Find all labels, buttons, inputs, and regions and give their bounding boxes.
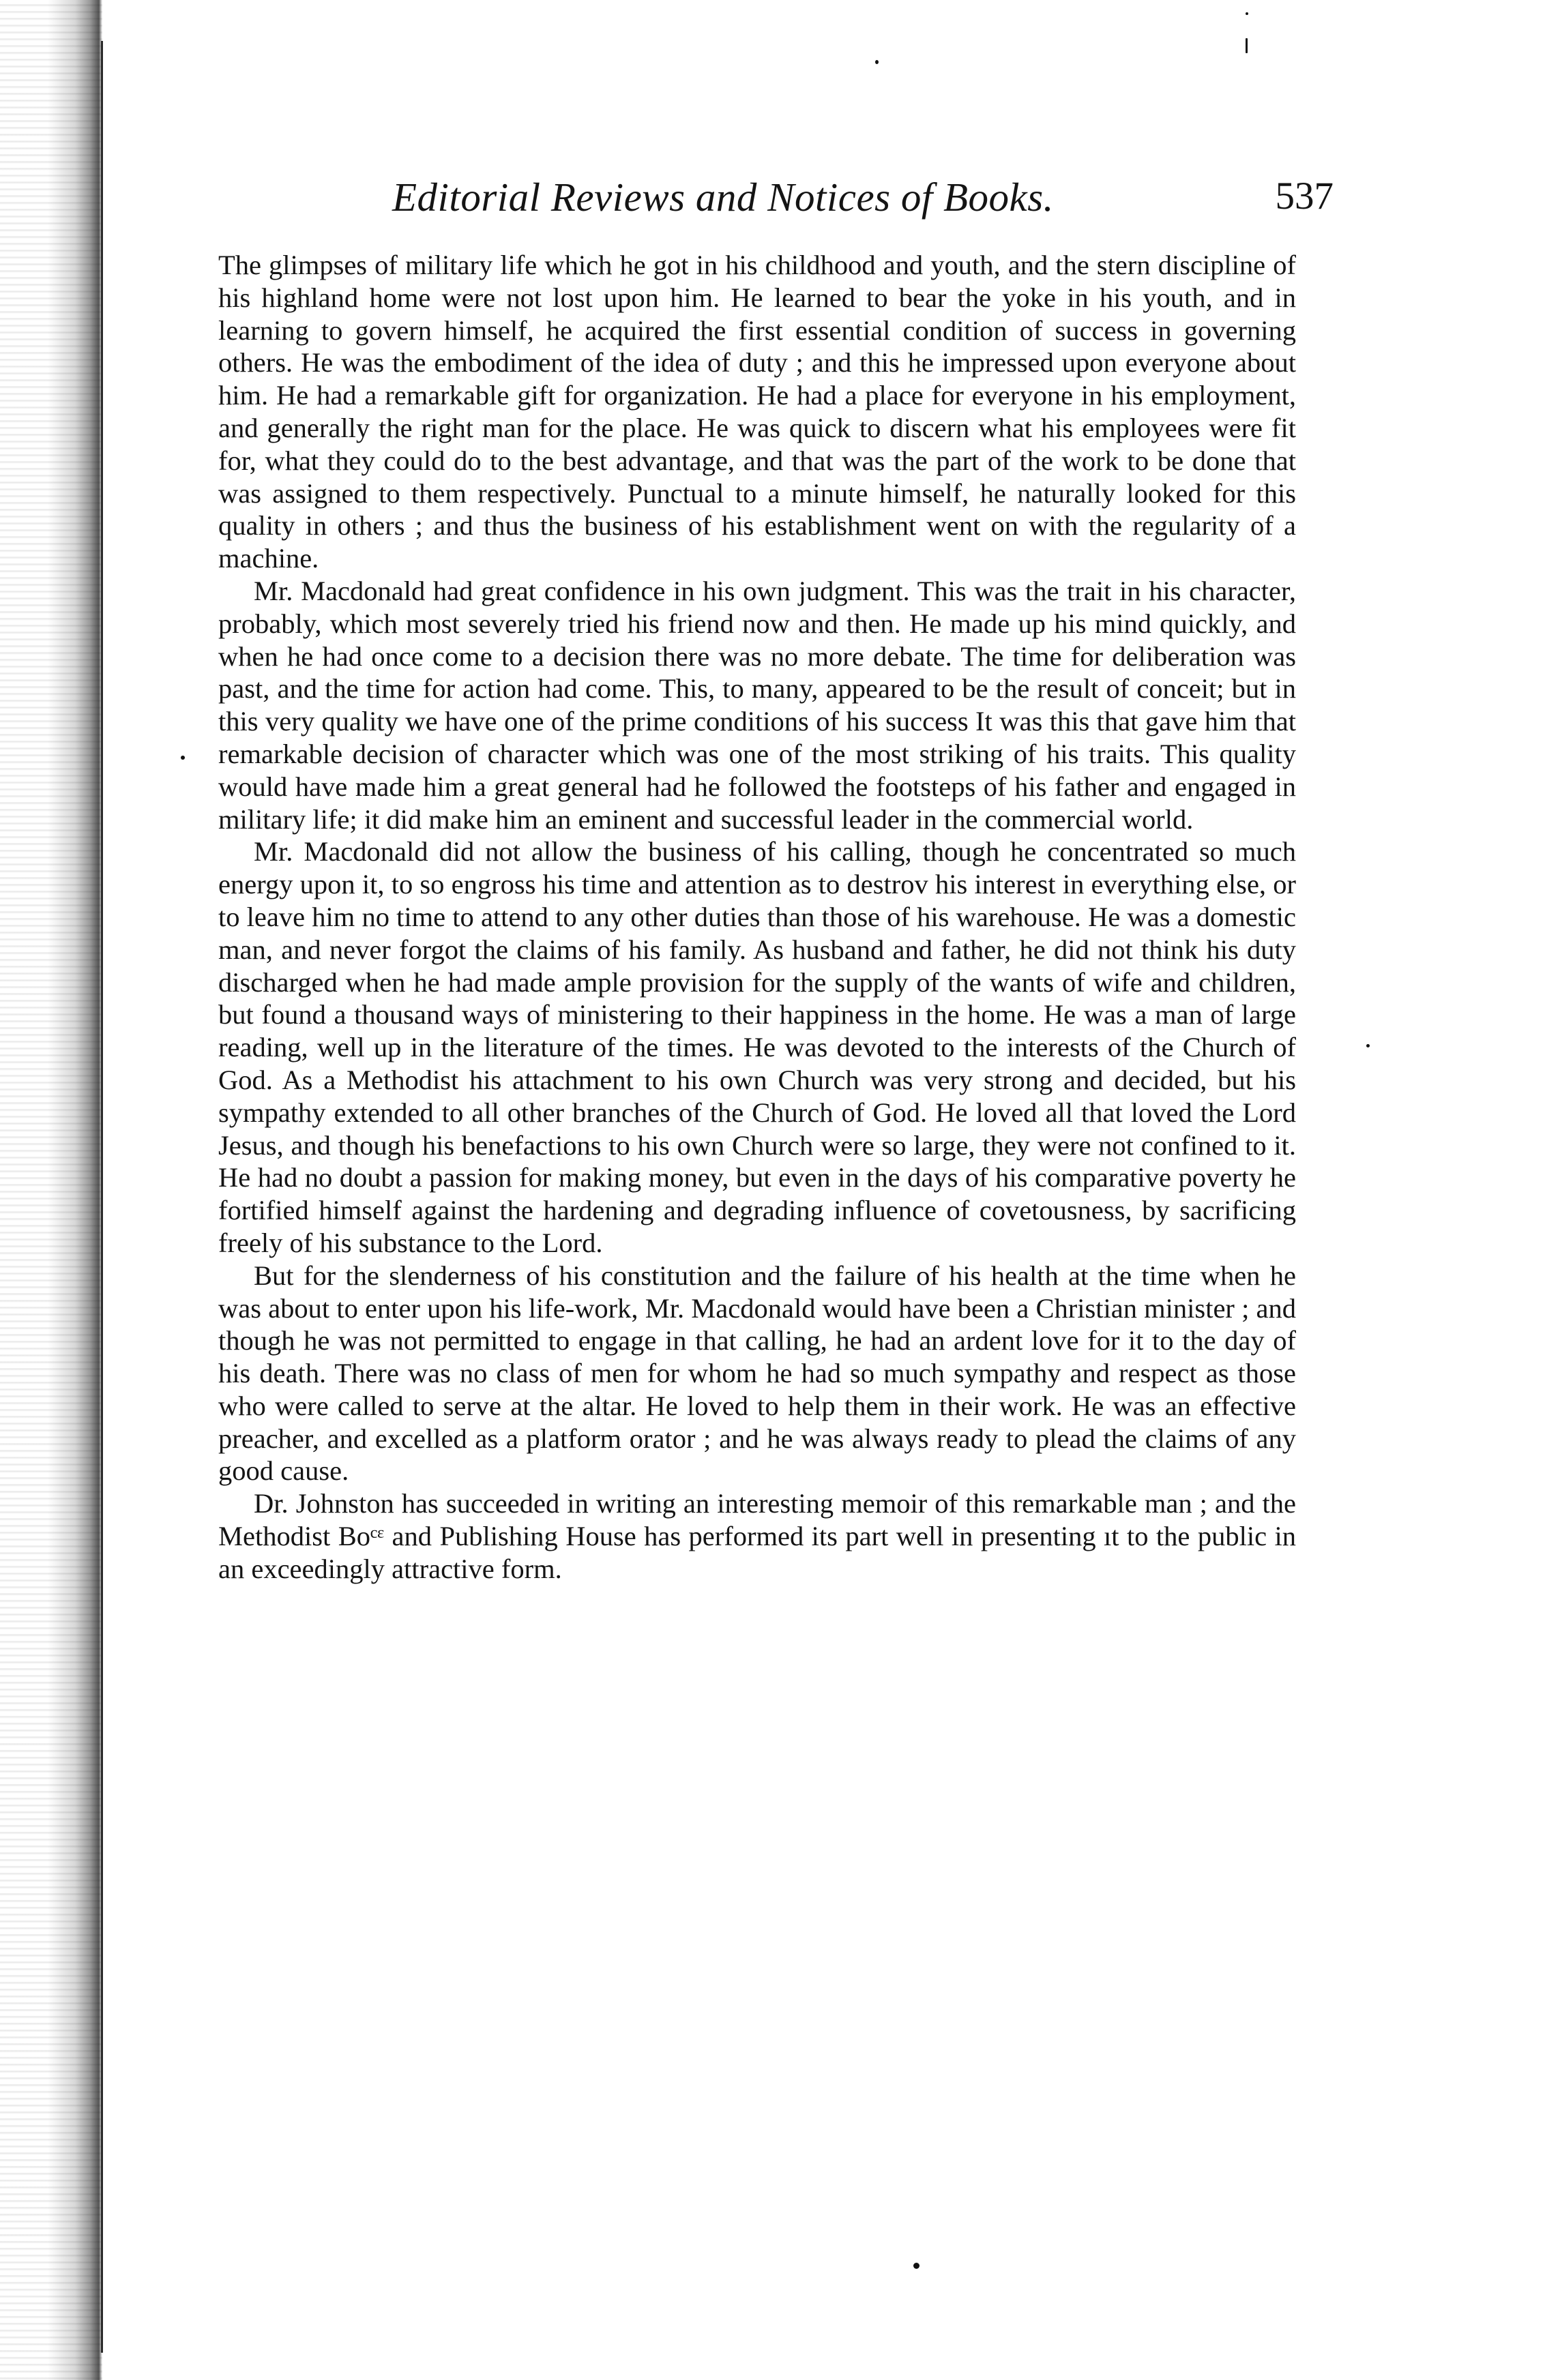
- paragraph: Dr. Johnston has succeeded in writing an interesting memoir of this remarkable man ; and the Methodist Boᶜᵋ and Publishing House has performed its part well in presenting ıt to the public in an exceedingly attractive form.: [218, 1488, 1296, 1584]
- print-speck: [913, 2263, 919, 2269]
- print-speck: [875, 60, 879, 64]
- print-speck: [1246, 38, 1248, 53]
- print-speck: [181, 756, 185, 760]
- paragraph: Mr. Macdonald did not allow the business of his calling, though he concentrated so much energy upon it, to so engross his time and attention as to destrov his interest in everything else, or to leave him no time to attend to any other duties than those of his warehouse. He was a domestic man, and never forgot the claims of his family. As husband and father, he did not think his duty discharged when he had made ample provision for the supply of the wants of wife and children, but found a thousand ways of ministering to their happiness in the home. He was a man of large reading, well up in the literature of the times. He was devoted to the interests of the Church of God. As a Methodist his attachment to his own Church was very strong and decided, but his sympathy extended to all other branches of the Church of God. He loved all that loved the Lord Jesus, and though his benefactions to his own Church were so large, they were not confined to it. He had no doubt a passion for making money, but even in the days of his comparative poverty he fortified himself against the hardening and degrading influence of covetousness, by sacrificing freely of his substance to the Lord.: [218, 836, 1296, 1258]
- print-speck: [1366, 1044, 1370, 1047]
- page-number: 537: [1275, 175, 1334, 218]
- running-title: Editorial Reviews and Notices of Books.: [392, 175, 1054, 220]
- paragraph: Mr. Macdonald had great confidence in his own judgment. This was the trait in his character, probably, which most severely tried his friend now and then. He made up his mind quickly, and when he had once come to a decision there was no more debate. The time for deliberation was past, and the time for action had come. This, to many, appeared to be the result of conceit; but in this very quality we have one of the prime conditions of his success It was this that gave him that remarkable decision of character which was one of the most striking of his traits. This quality would have made him a great general had he followed the footsteps of his father and engaged in military life; it did make him an eminent and successful leader in the commercial world.: [218, 575, 1296, 835]
- page-binding-line: [101, 41, 103, 2353]
- page-binding-edge: [0, 0, 102, 2380]
- article-body: [218, 249, 1296, 1586]
- print-speck: [1246, 12, 1248, 15]
- paragraph: The glimpses of military life which he got in his childhood and youth, and the stern discipline of his highland home were not lost upon him. He learned to bear the yoke in his youth, and in learning to govern himself, he acquired the first essential condition of success in governing others. He was the embodiment of the idea of duty ; and this he impressed upon everyone about him. He had a remarkable gift for organization. He had a place for everyone in his employment, and generally the right man for the place. He was quick to discern what his employees were fit for, what they could do to the best advantage, and that was the part of the work to be done that was assigned to them respectively. Punctual to a minute himself, he naturally looked for this quality in others ; and thus the business of his establishment went on with the regularity of a machine.: [218, 250, 1296, 574]
- page-header: [218, 174, 1334, 222]
- paragraph: But for the slenderness of his constitution and the failure of his health at the time when he was about to enter upon his life-work, Mr. Macdonald would have been a Christian minister ; and though he was not permitted to engage in that calling, he had an ardent love for it to the day of his death. There was no class of men for whom he had so much sympathy and respect as those who were called to serve at the altar. He loved to help them in their work. He was an effective preacher, and excelled as a platform orator ; and he was always ready to plead the claims of any good cause.: [218, 1260, 1296, 1487]
